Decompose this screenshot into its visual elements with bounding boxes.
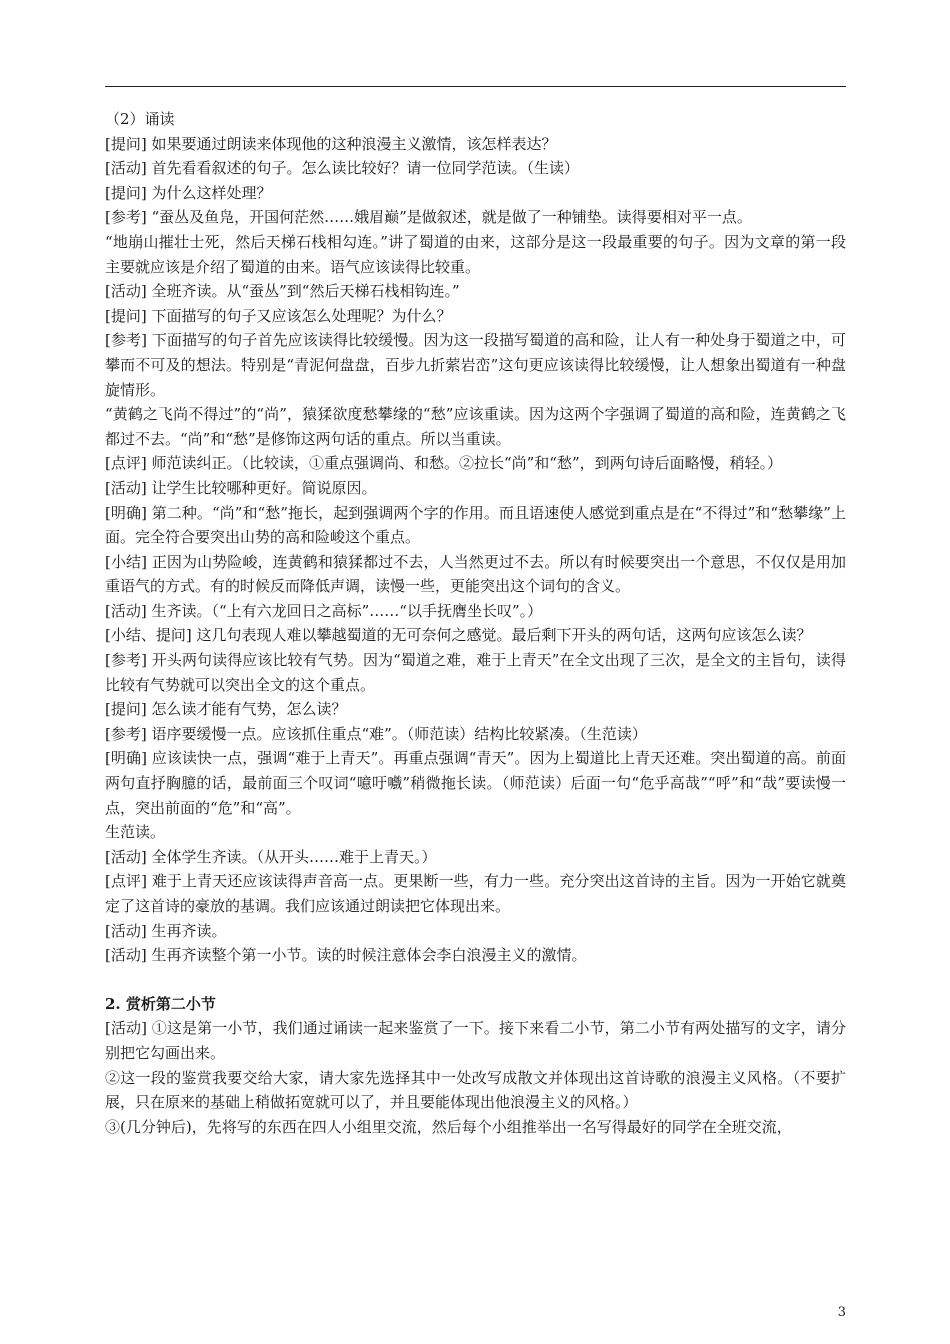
paragraph: [提问] 怎么读才能有气势，怎么读？ xyxy=(105,700,347,719)
paragraph: [明确] 第二种。“尚”和“愁”拖长，起到强调两个字的作用。而且语速使人感觉到重点是在“不得过”和“愁攀缘”上面。完全符合要突出山势的高和险峻这个重点。 xyxy=(105,503,846,547)
paragraph: [活动] ①这是第一小节，我们通过诵读一起来鉴赏了一下。接下来看二小节，第二小节有两处描写的文字，请分别把它勾画出来。 xyxy=(105,1019,846,1062)
paragraph: [活动] 生再齐读整个第一小节。读的时候注意体会李白浪漫主义的激情。 xyxy=(105,946,587,965)
page-number: 3 xyxy=(837,1305,846,1320)
document-body xyxy=(105,107,846,1139)
paragraph: [活动] 全体学生齐读。（从开头……难于上青天。） xyxy=(105,847,437,866)
paragraph: [点评] 师范读纠正。（比较读，①重点强调尚、和愁。②拉长“尚”和“愁”，到两句诗后面略慢，稍轻。） xyxy=(105,454,783,473)
paragraph: 生范读。 xyxy=(105,823,166,842)
paragraph: [提问] 如果要通过朗读来体现他的这种浪漫主义激情，该怎样表达？ xyxy=(105,134,557,153)
paragraph: [参考] 语序要缓慢一点。应该抓住重点“难”。（师范读）结构比较紧凑。（生范读） xyxy=(105,724,647,743)
paragraph: [小结、提问] 这几句表现人难以攀越蜀道的无可奈何之感觉。最后剩下开头的两句话，这两句应该怎么读？ xyxy=(105,626,812,645)
header-rule xyxy=(105,86,846,87)
paragraph: [参考] 下面描写的句子首先应该读得比较缓慢。因为这一段描写蜀道的高和险，让人有一种处身于蜀道之中，可攀而不可及的想法。特别是“青泥何盘盘，百步九折萦岩峦”这句更应该读得比较缓慢，让人想象出蜀道有一种盘旋情形。 xyxy=(105,331,846,399)
paragraph: [活动] 全班齐读。从“蚕丛”到“然后天梯石栈相钩连。” xyxy=(105,282,460,301)
paragraph: [参考] “蚕丛及鱼凫，开国何茫然……娥眉巅”是做叙述，就是做了一种铺垫。读得要相对平一点。 xyxy=(105,208,752,227)
paragraph: [活动] 首先看看叙述的句子。怎么读比较好？请一位同学范读。（生读） xyxy=(105,159,579,178)
section-spacer xyxy=(105,968,846,992)
section-heading: 2. 赏析第二小节 xyxy=(105,994,216,1013)
paragraph: [活动] 让学生比较哪种更好。简说原因。 xyxy=(105,478,377,497)
paragraph: [活动] 生齐读。（“上有六龙回日之高标”……“以手抚膺坐长叹”。） xyxy=(105,601,543,620)
paragraph: “黄鹤之飞尚不得过”的“尚”，猿猱欲度愁攀缘的“愁”应该重读。因为这两个字强调了蜀道的高和险，连黄鹤之飞都过不去。“尚”和“愁”是修饰这两句话的重点。所以当重读。 xyxy=(105,405,846,448)
paragraph: [参考] 开头两句读得应该比较有气势。因为“蜀道之难，难于上青天”在全文出现了三次，是全文的主旨句，读得比较有气势就可以突出全文的这个重点。 xyxy=(105,651,846,694)
paragraph: [提问] 下面描写的句子又应该怎么处理呢？为什么？ xyxy=(105,306,452,325)
paragraph: [明确] 应该读快一点，强调“难于上青天”。再重点强调“青天”。因为上蜀道比上青天还难。突出蜀道的高。前面两句直抒胸臆的话，最前面三个叹词“噫吁嚱”稍微拖长读。（师范读）后面一句“危乎高哉”“呼”和“哉”要读慢一点，突出前面的“危”和“高”。 xyxy=(105,749,846,817)
paragraph: [提问] 为什么这样处理？ xyxy=(105,183,272,202)
subsection-title: （2）诵读 xyxy=(105,110,175,128)
paragraph: [活动] 生再齐读。 xyxy=(105,921,227,940)
paragraph: ③(几分钟后)，先将写的东西在四人小组里交流，然后每个小组推举出一名写得最好的同学在全班交流， xyxy=(105,1117,792,1136)
paragraph: ②这一段的鉴赏我要交给大家，请大家先选择其中一处改写成散文并体现出这首诗歌的浪漫主义风格。（不要扩展，只在原来的基础上稍做拓宽就可以了，并且要能体现出他浪漫主义的风格。） xyxy=(105,1068,846,1112)
paragraph: [点评] 难于上青天还应该读得声音高一点。更果断一些，有力一些。充分突出这首诗的主旨。因为一开始它就奠定了这首诗的豪放的基调。我们应该通过朗读把它体现出来。 xyxy=(105,872,846,915)
paragraph: [小结] 正因为山势险峻，连黄鹤和猿猱都过不去，人当然更过不去。所以有时候要突出一个意思，不仅仅是用加重语气的方式。有的时候反而降低声调，读慢一些，更能突出这个词句的含义。 xyxy=(105,552,846,596)
paragraph: “地崩山摧壮士死，然后天梯石栈相勾连。”讲了蜀道的由来，这部分是这一段最重要的句子。因为文章的第一段主要就应该是介绍了蜀道的由来。语气应该读得比较重。 xyxy=(105,232,846,276)
